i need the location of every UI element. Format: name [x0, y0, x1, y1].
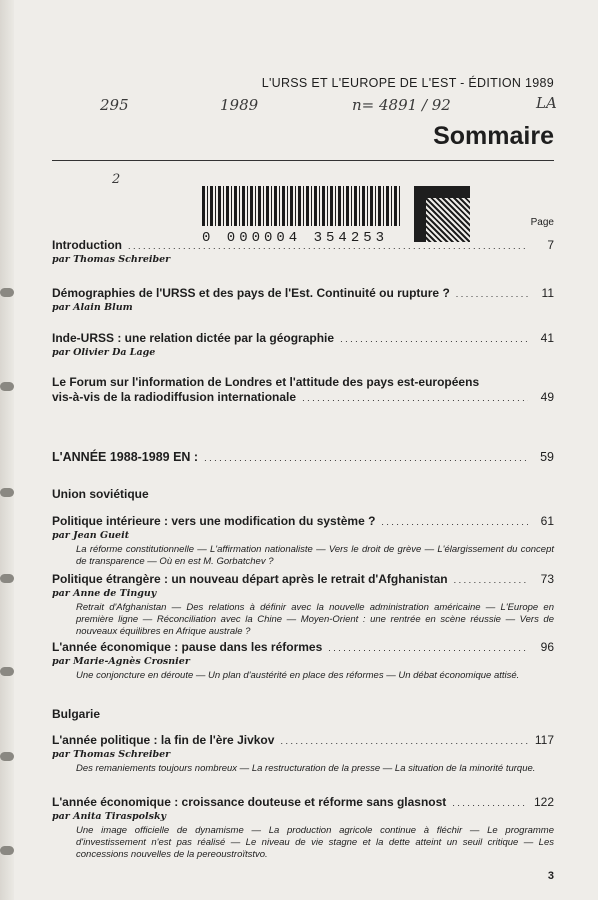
leader-dots — [340, 331, 528, 345]
entry-title: L'ANNÉE 1988-1989 EN : — [52, 450, 199, 464]
entry-page: 7 — [547, 238, 554, 252]
handwritten-inventory: n= 4891 / 92 — [352, 96, 451, 114]
entry-title: L'année économique : croissance douteuse et réforme sans glasnost — [52, 795, 447, 809]
entry-author: par Anne de Tinguy — [52, 588, 157, 599]
entry-page: 73 — [540, 572, 554, 586]
toc-entry-annee-economique-urss — [52, 640, 554, 682]
leader-dots — [302, 390, 528, 404]
leader-dots — [454, 572, 528, 586]
leader-dots — [381, 514, 528, 528]
library-logo — [414, 186, 470, 242]
entry-page: 117 — [534, 733, 554, 747]
entry-title-line1: Le Forum sur l'information de Londres et l'attitude des pays est-européens — [52, 375, 480, 389]
page-title: Sommaire — [433, 122, 554, 150]
entry-summary: Des remaniements toujours nombreux — La restructuration de la presse — La situation de la minorité turque. — [76, 763, 536, 774]
toc-entry-politique-interieure — [52, 514, 554, 568]
toc-entry-introduction — [52, 238, 554, 265]
entry-author: par Jean Gueit — [52, 530, 130, 541]
entry-title: Démographies de l'URSS et des pays de l'Est. Continuité ou rupture ? — [52, 286, 450, 300]
toc-entry-annee-economique-bulgarie — [52, 795, 554, 861]
leader-dots — [280, 733, 528, 747]
page-number: 3 — [547, 870, 554, 882]
entry-author: par Anita Tiraspolsky — [52, 811, 167, 822]
entry-author: par Marie-Agnès Crosnier — [52, 656, 190, 667]
binding-ring — [0, 846, 14, 855]
handwritten-number: 295 — [100, 96, 129, 114]
entry-summary: Une image officielle de dynamisme — La production agricole continue à fléchir — Le programme d'investissement n'est pas réalisé — Le niveau de vie stagne et la dette atteint un seuil critique — Les concessions nouvelles de la pereoustroïtstvo. — [76, 825, 554, 860]
binding-ring — [0, 382, 14, 391]
binding-ring — [0, 288, 14, 297]
entry-author: par Alain Blum — [52, 302, 133, 313]
edition-header: L'URSS ET L'EUROPE DE L'EST - ÉDITION 1989 — [261, 76, 554, 90]
entry-title: Politique intérieure : vers une modification du système ? — [52, 514, 376, 528]
handwritten-code: LA — [536, 94, 557, 112]
entry-summary: Une conjoncture en déroute — Un plan d'austérité en place des réformes — Un débat économique attisé. — [76, 670, 520, 681]
handwritten-mark: 2 — [112, 172, 121, 187]
binding-ring — [0, 752, 14, 761]
entry-title: Introduction — [52, 238, 122, 252]
entry-summary: La réforme constitutionnelle — L'affirmation nationaliste — Vers le droit de grève — L'élargissement du concept de transparence — Où en est M. Gorbatchev ? — [76, 544, 554, 567]
entry-author: par Thomas Schreiber — [52, 749, 171, 760]
entry-page: 59 — [540, 450, 554, 464]
entry-summary: Retrait d'Afghanistan — Des relations à définir avec la nouvelle administration américaine — L'Europe en première ligne — Réconciliation avec la Chine — Moyen-Orient : une rentrée en scène réussie — Vers de nouveaux équilibres en Afrique australe ? — [76, 602, 554, 637]
leader-dots — [456, 286, 528, 300]
toc-entry-politique-etrangere — [52, 572, 554, 638]
binding-ring — [0, 574, 14, 583]
entry-page: 41 — [540, 331, 554, 345]
toc-entry-annee-politique-bulgarie — [52, 733, 554, 775]
leader-dots — [452, 795, 528, 809]
entry-author: par Thomas Schreiber — [52, 254, 171, 265]
entry-page: 122 — [533, 795, 554, 809]
entry-title-line2: vis-à-vis de la radiodiffusion internationale — [52, 390, 297, 404]
entry-author: par Olivier Da Lage — [52, 347, 156, 358]
entry-page: 96 — [540, 640, 554, 654]
entry-title: Inde-URSS : une relation dictée par la géographie — [52, 331, 335, 345]
leader-dots — [328, 640, 528, 654]
section-heading-bulgarie: Bulgarie — [52, 707, 101, 721]
handwritten-year: 1989 — [220, 96, 259, 114]
section-heading-urss: Union soviétique — [52, 487, 149, 501]
entry-title: L'année politique : la fin de l'ère Jivkov — [52, 733, 275, 747]
title-rule — [52, 160, 554, 161]
binding-edge — [0, 0, 14, 900]
entry-page: 11 — [541, 286, 554, 300]
entry-page: 49 — [540, 390, 554, 404]
leader-dots — [128, 238, 528, 252]
toc-entry-forum — [52, 375, 554, 404]
binding-ring — [0, 667, 14, 676]
toc-entry-annee — [52, 450, 554, 464]
leader-dots — [204, 450, 528, 464]
entry-title: Politique étrangère : un nouveau départ après le retrait d'Afghanistan — [52, 572, 448, 586]
toc-entry-demographies — [52, 286, 554, 313]
barcode-bars — [202, 186, 402, 226]
binding-ring — [0, 488, 14, 497]
page-column-label: Page — [530, 217, 554, 228]
entry-title: L'année économique : pause dans les réformes — [52, 640, 323, 654]
toc-entry-inde-urss — [52, 331, 554, 358]
entry-page: 61 — [540, 514, 554, 528]
barcode-number: 0 000004 354253 — [202, 230, 389, 246]
